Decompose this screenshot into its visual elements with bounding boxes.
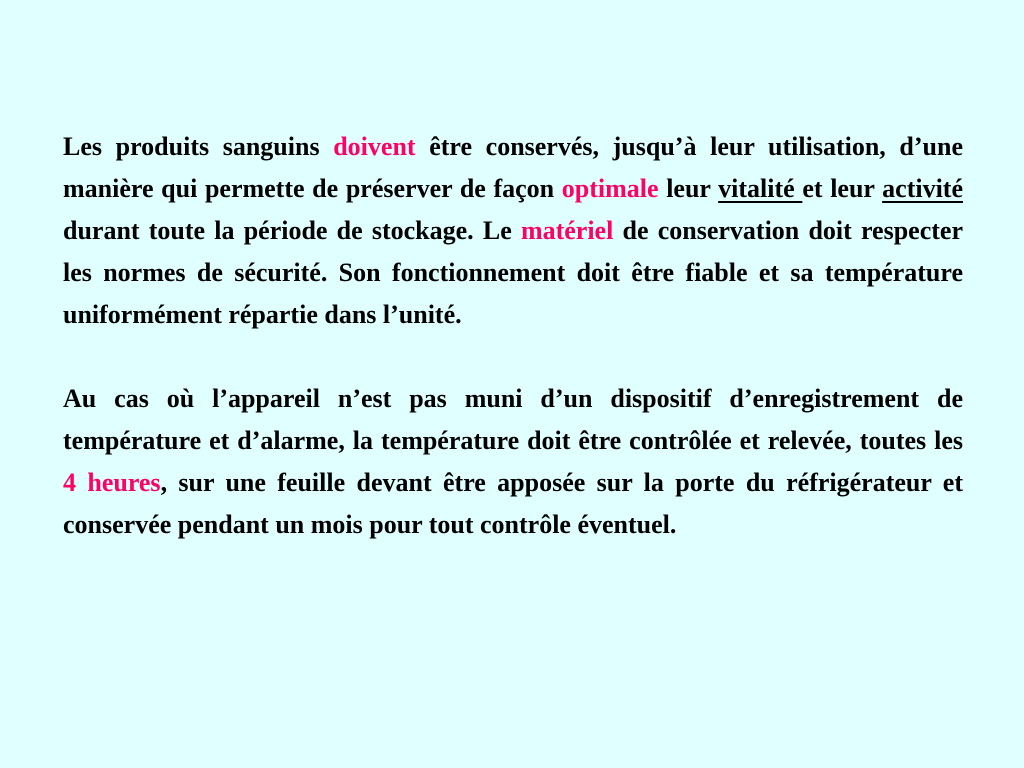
text-segment: leur [658,174,719,203]
highlighted-word-optimale: optimale [561,174,659,203]
paragraph-temperature-control [63,378,963,546]
text-segment: Les produits sanguins [63,132,334,161]
text-segment: et leur [802,174,883,203]
text-segment: être conservés, jusqu’à leur utilisation, d’une manière qui permette de préserver de façon [63,132,963,203]
text-segment: Au cas où l’appareil n’est pas muni d’un dispositif d’enregistrement de température et d’alarme, la température doit être contrôlée et relevée, toutes les [63,384,963,455]
paragraph-storage [63,126,963,336]
text-segment: de conservation doit respecter les normes de sécurité. Son fonctionnement doit être fiable et sa température uniformément répartie dans l’unité. [63,216,963,329]
text-segment: durant toute la période de stockage. Le [63,216,521,245]
underlined-word-activite: activité [882,174,963,203]
highlighted-word-materiel: matériel [520,216,614,245]
text-segment: , sur une feuille devant être apposée sur la porte du réfrigérateur et conservée pendant un mois pour tout contrôle éventuel. [63,468,963,539]
slide-body [63,126,963,546]
highlighted-phrase-4-heures: 4 heures [63,468,161,497]
underlined-word-vitalite: vitalité [718,174,803,203]
highlighted-word-doivent: doivent [333,132,416,161]
